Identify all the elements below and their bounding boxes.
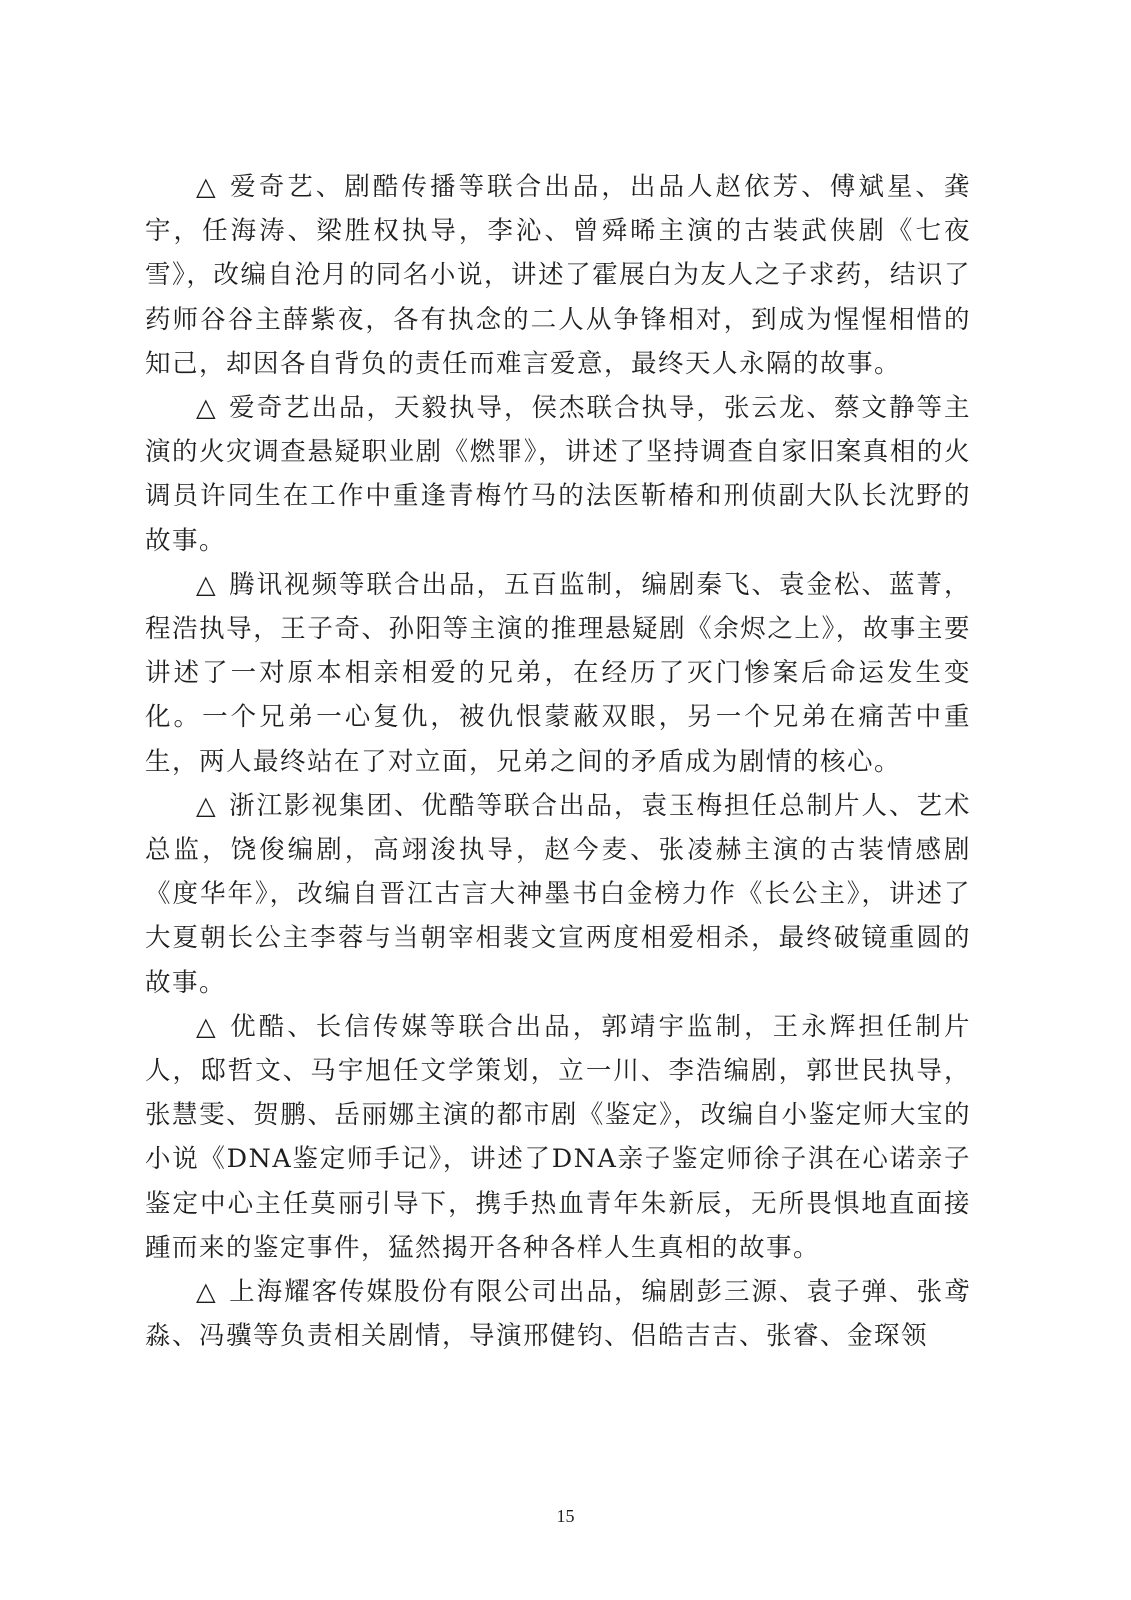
entry-text: 优酷、长信传媒等联合出品，郭靖宇监制，王永辉担任制片人，邸哲文、马宇旭任文学策划，立一川、李浩编剧，郭世民执导，张慧雯、贺鹏、岳丽娜主演的都市剧《鉴定》，改编自小鉴定师大宝的小说《DNA鉴定师手记》，讲述了DNA亲子鉴定师徐子淇在心诺亲子鉴定中心主任莫丽引导下，携手热血青年朱新辰，无所畏惧地直面接踵而来的鉴定事件，猛然揭开各种各样人生真相的故事。 <box>145 1011 971 1263</box>
triangle-bullet-icon: △ <box>196 172 219 202</box>
triangle-bullet-icon: △ <box>196 569 218 600</box>
triangle-bullet-icon: △ <box>196 1011 219 1042</box>
entry-duhuanian <box>145 784 971 1005</box>
triangle-bullet-icon: △ <box>196 1277 218 1308</box>
entry-text: 爱奇艺出品，天毅执导，侯杰联合执导，张云龙、蔡文静等主演的火灾调查悬疑职业剧《燃罪》，讲述了坚持调查自家旧案真相的火调员许同生在工作中重逢青梅竹马的法医靳椿和刑侦副大队长沈野的故事。 <box>145 393 971 556</box>
entry-qiyexue <box>145 165 971 386</box>
entry-ranzui <box>145 386 971 563</box>
entry-text: 上海耀客传媒股份有限公司出品，编剧彭三源、袁子弹、张鸢淼、冯骥等负责相关剧情，导演邢健钧、侣皓吉吉、张睿、金琛领 <box>145 1277 971 1352</box>
entry-text: 腾讯视频等联合出品，五百监制，编剧秦飞、袁金松、蓝菁，程浩执导，王子奇、孙阳等主演的推理悬疑剧《余烬之上》，故事主要讲述了一对原本相亲相爱的兄弟，在经历了灭门惨案后命运发生变化。一个兄弟一心复仇，被仇恨蒙蔽双眼，另一个兄弟在痛苦中重生，两人最终站在了对立面，兄弟之间的矛盾成为剧情的核心。 <box>145 569 971 777</box>
page-body <box>145 165 971 1358</box>
triangle-bullet-icon: △ <box>196 790 218 821</box>
triangle-bullet-icon: △ <box>196 393 218 424</box>
page-number: 15 <box>556 1506 575 1526</box>
entry-jianding <box>145 1005 971 1270</box>
entry-text: 爱奇艺、剧酷传播等联合出品，出品人赵依芳、傅斌星、龚宇，任海涛、梁胜权执导，李沁、曾舜晞主演的古装武侠剧《七夜雪》，改编自沧月的同名小说，讲述了霍展白为友人之子求药，结识了药师谷谷主薛紫夜，各有执念的二人从争锋相对，到成为惺惺相惜的知己，却因各自背负的责任而难言爱意，最终天人永隔的故事。 <box>145 172 971 379</box>
entry-yaoke <box>145 1270 971 1358</box>
entry-yujinzhishang <box>145 563 971 784</box>
entry-text: 浙江影视集团、优酷等联合出品，袁玉梅担任总制片人、艺术总监，饶俊编剧，高翊浚执导，赵今麦、张凌赫主演的古装情感剧《度华年》，改编自晋江古言大神墨书白金榜力作《长公主》，讲述了大夏朝长公主李蓉与当朝宰相裴文宣两度相爱相杀，最终破镜重圆的故事。 <box>145 790 971 998</box>
